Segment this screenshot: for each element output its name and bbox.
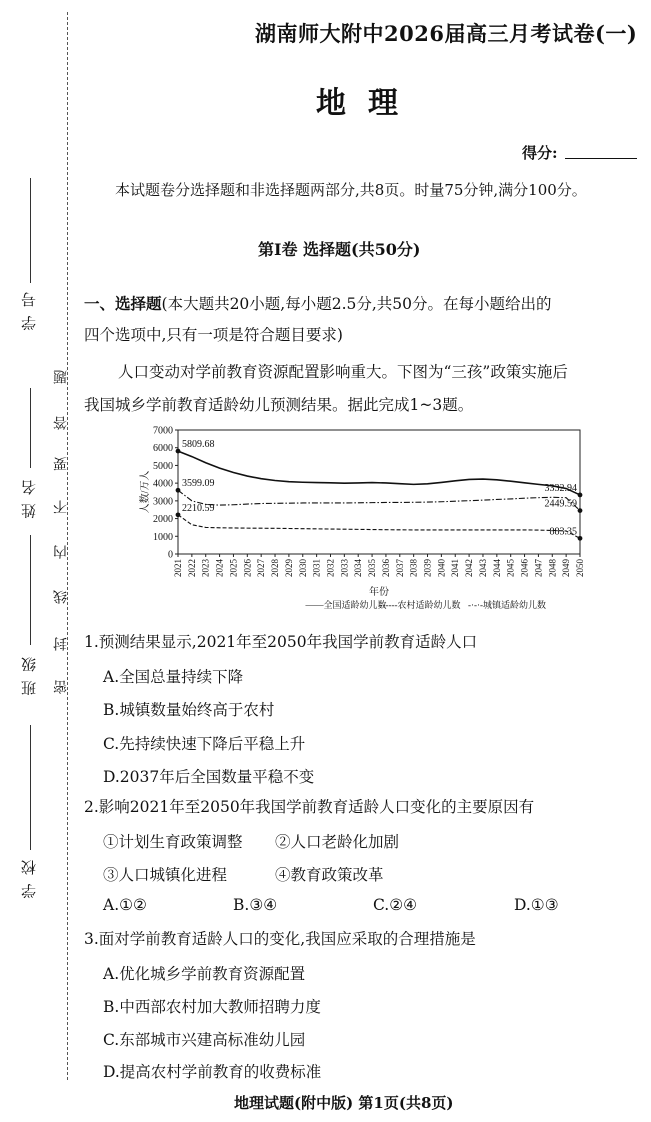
x-tick-label: 2027	[256, 559, 267, 577]
legend-entry-2: ------农村适龄幼儿数	[379, 600, 461, 610]
x-tick-label: 2043	[477, 559, 488, 577]
xuehao-label: 学 号	[20, 290, 38, 331]
y-tick-label: 1000	[153, 531, 173, 543]
xuexiao-label: 学 校	[20, 858, 38, 899]
x-tick-label: 2028	[270, 559, 281, 577]
x-tick-label: 2050	[575, 559, 585, 577]
exam-title: 湖南师大附中2026届高三月考试卷(一)	[255, 21, 638, 46]
x-tick-label: 2046	[519, 559, 530, 577]
series-line-1	[178, 451, 580, 495]
score-blank	[565, 158, 637, 159]
material-line1: 人口变动对学前教育资源配置影响重大。下图为“三孩”政策实施后	[118, 363, 568, 381]
q2-option-d: D.①③	[514, 896, 559, 914]
q1-option-c: C.先持续快速下降后平稳上升	[103, 735, 306, 753]
chart-plot-frame	[178, 430, 580, 554]
section-title: 第Ⅰ卷 选择题(共50分)	[258, 240, 421, 259]
section-heading-line2: 四个选项中,只有一项是符合题目要求)	[84, 326, 343, 344]
q1-option-b: B.城镇数量始终高于农村	[103, 701, 275, 719]
legend-entry-3: -·-·-城镇适龄幼儿数	[468, 600, 546, 610]
seal-char-ti: 题	[53, 370, 69, 384]
xingming-label: 姓 名	[20, 478, 38, 519]
series-endpoint-marker	[578, 536, 583, 541]
banji-label: 班 级	[20, 655, 38, 696]
q2-option-c: C.②④	[373, 896, 418, 914]
subject-title: 地理	[316, 86, 420, 121]
q2-option-a: A.①②	[103, 896, 147, 914]
x-tick-label: 2049	[561, 559, 572, 577]
series-endpoint-marker	[578, 493, 583, 498]
y-tick-label: 2000	[153, 514, 173, 526]
seal-char-nei: 内	[53, 545, 69, 559]
x-tick-label: 2038	[408, 559, 419, 577]
x-tick-label: 2035	[367, 559, 378, 577]
q2-item-1: ①计划生育政策调整	[103, 833, 243, 851]
data-label: 883.35	[549, 526, 577, 538]
q2-item-3: ③人口城镇化进程	[103, 866, 228, 884]
x-tick-label: 2042	[464, 559, 475, 577]
x-tick-label: 2032	[325, 559, 336, 577]
y-tick-label: 0	[168, 549, 173, 561]
x-tick-label: 2037	[394, 559, 405, 577]
series-line-2	[178, 490, 580, 510]
series-line-3	[178, 515, 580, 539]
q3-option-a: A.优化城乡学前教育资源配置	[103, 965, 306, 983]
data-label: 2210.59	[182, 502, 215, 514]
q3-option-b: B.中西部农村加大教师招聘力度	[103, 998, 321, 1016]
x-tick-label: 2022	[186, 559, 197, 577]
y-tick-label: 5000	[153, 460, 173, 472]
question-2-stem: 2.影响2021年至2050年我国学前教育适龄人口变化的主要原因有	[84, 798, 535, 816]
seal-char-feng: 封	[53, 637, 69, 651]
series-endpoint-marker	[578, 508, 583, 513]
x-tick-label: 2045	[505, 559, 516, 577]
x-axis-label: 年份	[369, 587, 389, 598]
x-tick-label: 2024	[214, 559, 225, 577]
x-tick-label: 2048	[547, 559, 558, 577]
series-endpoint-marker	[176, 449, 181, 454]
x-tick-label: 2029	[283, 559, 294, 577]
x-tick-label: 2023	[200, 559, 211, 577]
legend-entry-1: ——全国适龄幼儿数	[305, 600, 387, 610]
score-label: 得分:	[522, 144, 558, 162]
x-tick-label: 2030	[297, 559, 308, 577]
q3-option-d: D.提高农村学前教育的收费标准	[103, 1063, 322, 1081]
xuexiao-write-line	[30, 725, 31, 850]
x-tick-label: 2040	[436, 559, 447, 577]
x-tick-label: 2021	[173, 559, 183, 577]
x-tick-label: 2041	[450, 559, 461, 577]
xingming-write-line	[30, 388, 31, 468]
x-tick-label: 2044	[491, 559, 502, 577]
x-tick-label: 2036	[380, 559, 391, 577]
section-heading-line1	[84, 294, 552, 314]
seal-char-da: 答	[53, 416, 69, 430]
question-3-stem: 3.面对学前教育适龄人口的变化,我国应采取的合理措施是	[84, 930, 476, 948]
y-tick-label: 6000	[153, 443, 173, 455]
x-tick-label: 2033	[339, 559, 350, 577]
data-label: 2449.59	[544, 498, 577, 510]
q2-item-2: ②人口老龄化加剧	[275, 833, 400, 851]
data-label: 3332.94	[544, 482, 577, 494]
y-tick-label: 4000	[153, 478, 173, 490]
banji-write-line	[30, 535, 31, 645]
population-chart	[124, 420, 594, 615]
q2-option-b: B.③④	[233, 896, 278, 914]
seal-char-bu: 不	[53, 500, 69, 514]
x-tick-label: 2047	[533, 559, 544, 577]
y-tick-label: 7000	[153, 425, 173, 437]
q1-option-d: D.2037年后全国数量平稳不变	[103, 768, 315, 786]
series-endpoint-marker	[176, 512, 181, 517]
question-1-stem: 1.预测结果显示,2021年至2050年我国学前教育适龄人口	[84, 633, 478, 651]
series-endpoint-marker	[176, 488, 181, 493]
q2-item-4: ④教育政策改革	[275, 866, 384, 884]
seal-char-xian: 线	[53, 590, 69, 604]
section-heading-bold: 一、选择题	[84, 294, 162, 313]
q3-option-c: C.东部城市兴建高标准幼儿园	[103, 1031, 306, 1049]
data-label: 3599.09	[182, 478, 215, 490]
y-tick-label: 3000	[153, 496, 173, 508]
instructions: 本试题卷分选择题和非选择题两部分,共8页。时量75分钟,满分100分。	[115, 181, 587, 199]
data-label: 5809.68	[182, 439, 215, 451]
x-tick-label: 2034	[353, 559, 364, 577]
section-heading-rest: (本大题共20小题,每小题2.5分,共50分。在每小题给出的	[161, 295, 552, 313]
xuehao-write-line	[30, 178, 31, 283]
page-footer: 地理试题(附中版) 第1页(共8页)	[234, 1094, 454, 1112]
seal-char-mi: 密	[53, 680, 69, 694]
seal-char-yao: 要	[53, 457, 69, 471]
q1-option-a: A.全国总量持续下降	[103, 668, 244, 686]
x-tick-label: 2025	[228, 559, 239, 577]
x-tick-label: 2026	[242, 559, 253, 577]
material-line2: 我国城乡学前教育适龄幼儿预测结果。据此完成1~3题。	[84, 396, 474, 414]
x-tick-label: 2039	[422, 559, 433, 577]
y-axis-label: 人数/万人	[140, 470, 151, 514]
x-tick-label: 2031	[311, 559, 322, 577]
